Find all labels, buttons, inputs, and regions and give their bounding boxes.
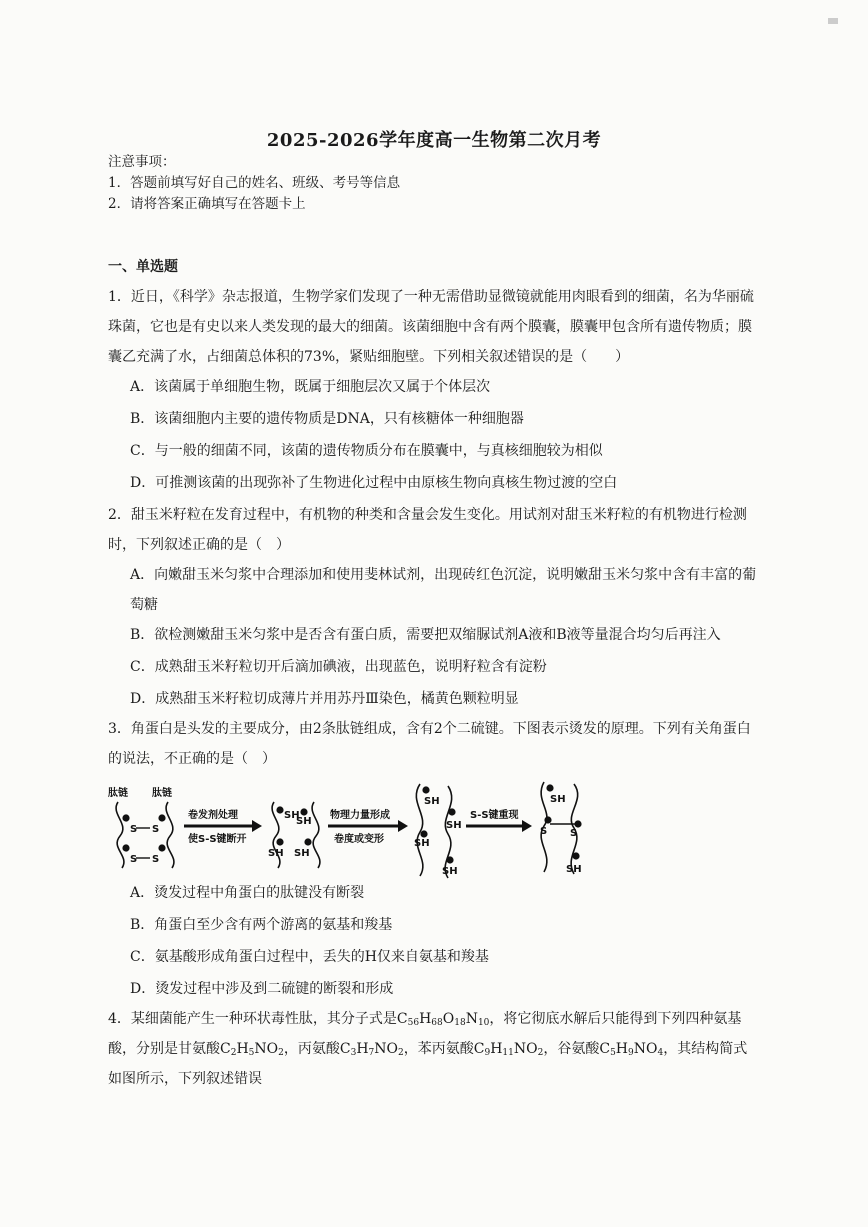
question-3-stem: [108, 714, 760, 774]
q4-stem-part: ，其结构简式如图所示，下列叙述错误: [108, 1041, 748, 1087]
formula: $C_9H_{11}NO_2$: [473, 1041, 544, 1058]
arrow-head: [398, 820, 408, 832]
sh-label: SH: [550, 794, 566, 805]
bond-dot: [300, 808, 307, 815]
sulfur-label: S: [570, 828, 578, 839]
q1-option-b: B．该菌细胞内主要的遗传物质是DNA，只有核糖体一种细胞器: [130, 411, 524, 427]
question-text: 1．近日，《科学》杂志报道，生物学家们发现了一种无需借助显微镜就能用肉眼看到的细菌，名为华丽硫珠菌，它也是有史以来人类发现的最大的细菌。该菌细胞中含有两个膜囊，膜囊甲包含所有遗传物质；膜囊乙充满了水，占细菌总体积的73%，紧贴细胞壁。下列相关叙述错误的是（ ）: [108, 289, 754, 365]
step1-sublabel: 使S-S键断开: [188, 834, 247, 845]
peptide-chain: [312, 802, 320, 868]
q4-stem-part: ，苯丙氨酸: [403, 1041, 474, 1057]
notes-item: 1．答题前填写好自己的姓名、班级、考号等信息: [108, 175, 401, 191]
question-1-stem: [108, 282, 760, 372]
step2-label: 物理力量形成: [330, 810, 390, 821]
sulfur-label: S: [540, 826, 548, 837]
bond-dot: [276, 838, 283, 845]
q1-option-a: A．该菌属于单细胞生物，既属于细胞层次又属于个体层次: [130, 379, 491, 395]
q3-option-b: B．角蛋白至少含有两个游离的氨基和羧基: [130, 917, 393, 933]
q2-option-c: C．成熟甜玉米籽粒切开后滴加碘液，出现蓝色，说明籽粒含有淀粉: [130, 659, 547, 675]
section-heading: 一、单选题: [108, 259, 178, 275]
formula: $C_3H_7NO_2$: [339, 1041, 404, 1058]
q1-option-c: C．与一般的细菌不同，该菌的遗传物质分布在膜囊中，与真核细胞较为相似: [130, 443, 603, 459]
bond-dot: [122, 844, 129, 851]
bond-dot: [420, 830, 427, 837]
notes-block: [108, 152, 400, 215]
sulfur-label: S: [130, 854, 138, 865]
step2-sublabel: 卷度或变形: [334, 834, 384, 845]
exam-title: 2025-2026学年度高一生物第二次月考: [266, 130, 602, 151]
sh-label: SH: [268, 848, 284, 859]
sulfur-label: S: [130, 824, 138, 835]
formula: $C_5H_9NO_4$: [599, 1041, 664, 1058]
bond-dot: [304, 838, 311, 845]
sulfur-label: S: [152, 854, 160, 865]
bond-dot: [546, 784, 553, 791]
bond-dot: [544, 816, 551, 823]
bond-dot: [448, 808, 455, 815]
q4-stem-part: ，将它彻底水解后只能得到下列四种氨基酸，分别是甘氨酸: [108, 1011, 742, 1057]
bond-dot: [158, 844, 165, 851]
q1-option-d: D．可推测该菌的出现弥补了生物进化过程中由原核生物向真核生物过渡的空白: [130, 475, 618, 491]
notes-item: 2．请将答案正确填写在答题卡上: [108, 196, 306, 212]
sh-label: SH: [414, 838, 430, 849]
bond-dot: [158, 814, 165, 821]
arrow-head: [252, 820, 262, 832]
q3-option-d: D．烫发过程中涉及到二硫键的断裂和形成: [130, 981, 394, 997]
bond-dot: [572, 852, 579, 859]
formula: $C_{56}H_{68}O_{18}N_{10}$: [396, 1011, 490, 1028]
q4-stem-part: 4．某细菌能产生一种环状毒性肽，其分子式是: [108, 1011, 397, 1027]
corner-mark: [828, 18, 838, 24]
bond-dot: [446, 856, 453, 863]
step3-label: S-S键重现: [470, 810, 519, 821]
peptide-chain: [445, 786, 452, 878]
sh-label: SH: [284, 810, 300, 821]
question-text: 3．角蛋白是头发的主要成分，由2条肽链组成，含有2个二硫键。下图表示烫发的原理。下列有关角蛋白的说法，不正确的是（ ）: [108, 721, 751, 767]
sh-label: SH: [446, 820, 462, 831]
peptide-chain: [166, 802, 174, 868]
question-2-stem: [108, 500, 760, 560]
question-4-stem: [108, 1004, 760, 1094]
bond-dot: [122, 814, 129, 821]
q4-stem-part: ，丙氨酸: [283, 1041, 340, 1057]
sulfur-label: S: [152, 824, 160, 835]
sh-label: SH: [424, 796, 440, 807]
chain-label: 肽链: [108, 788, 128, 799]
peptide-chain: [116, 802, 124, 868]
q3-option-c: C．氨基酸形成角蛋白过程中，丢失的H仅来自氨基和羧基: [130, 949, 489, 965]
perm-diagram: [108, 776, 648, 882]
sh-label: SH: [566, 864, 582, 875]
notes-heading: 注意事项：: [108, 154, 176, 170]
question-text: 2．甜玉米籽粒在发育过程中，有机物的种类和含量会发生变化。用试剂对甜玉米籽粒的有机物进行检测时，下列叙述正确的是（ ）: [108, 507, 747, 553]
chain-label: 肽链: [152, 788, 172, 799]
step1-label: 卷发剂处理: [188, 810, 238, 821]
q3-option-a: A．烫发过程中角蛋白的肽键没有断裂: [130, 885, 365, 901]
bond-dot: [276, 806, 283, 813]
bond-dot: [422, 786, 429, 793]
sh-label: SH: [442, 866, 458, 877]
q2-option-a: A．向嫩甜玉米匀浆中合理添加和使用斐林试剂，出现砖红色沉淀，说明嫩甜玉米匀浆中含有丰富的葡萄糖: [130, 567, 757, 613]
q2-option-b: B．欲检测嫩甜玉米匀浆中是否含有蛋白质，需要把双缩脲试剂A液和B液等量混合均匀后再注入: [130, 627, 721, 643]
peptide-chain: [416, 784, 423, 876]
q2-option-d: D．成熟甜玉米籽粒切成薄片并用苏丹Ⅲ染色，橘黄色颗粒明显: [130, 691, 519, 707]
sh-label: SH: [296, 816, 312, 827]
sh-label: SH: [294, 848, 310, 859]
arrow-head: [522, 820, 532, 832]
question-text: [108, 1004, 760, 1094]
formula: $C_2H_5NO_2$: [220, 1041, 284, 1058]
q4-stem-part: ，谷氨酸: [543, 1041, 600, 1057]
